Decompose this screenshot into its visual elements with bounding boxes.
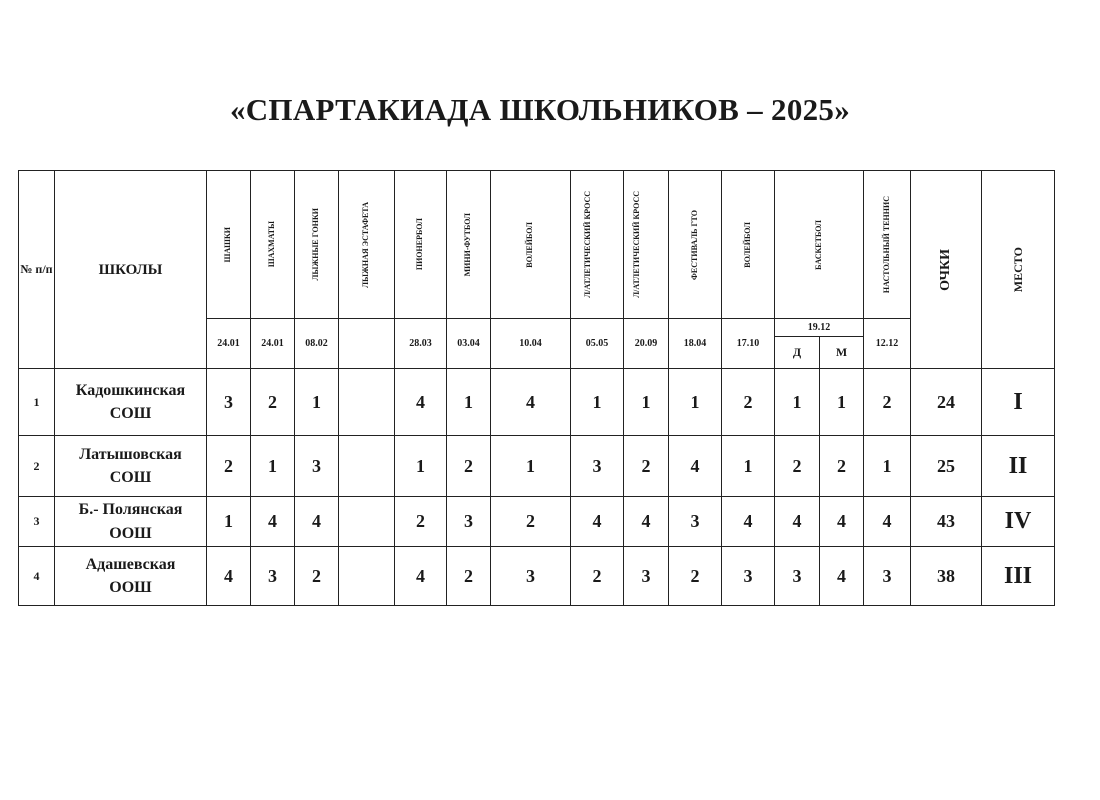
event-label: ШАШКИ: [223, 226, 233, 263]
event-date: 28.03: [395, 319, 447, 369]
score-cell: 2: [295, 547, 339, 606]
score-cell: 4: [820, 497, 864, 547]
score-cell: 3: [624, 547, 669, 606]
score-cell: 4: [207, 547, 251, 606]
points-header-label: ОЧКИ: [938, 248, 953, 291]
place-header: [982, 171, 1055, 369]
score-cell: 4: [722, 497, 775, 547]
score-cell: 2: [447, 436, 491, 497]
schools-header: [55, 171, 207, 369]
score-cell: 1: [447, 369, 491, 436]
score-cell: 2: [571, 547, 624, 606]
table-row: [19, 497, 1055, 547]
event-label: ВОЛЕЙБОЛ: [525, 221, 535, 268]
event-header: [571, 171, 624, 319]
schools-header-label: ШКОЛЫ: [98, 261, 163, 278]
score-cell: [339, 369, 395, 436]
score-cell: 4: [251, 497, 295, 547]
place-cell: II: [982, 436, 1055, 497]
event-label: ПИОНЕРБОЛ: [415, 218, 425, 271]
event-date: 24.01: [251, 319, 295, 369]
row-number: 3: [19, 497, 55, 547]
score-cell: 2: [447, 547, 491, 606]
event-header: [775, 171, 864, 319]
event-date: 03.04: [447, 319, 491, 369]
score-cell: 2: [669, 547, 722, 606]
row-number: 4: [19, 547, 55, 606]
event-label: Л/АТЛЕТИЧЕСКИЙ КРОСС: [583, 191, 592, 298]
event-date: 18.04: [669, 319, 722, 369]
header-row-events: [19, 171, 1055, 319]
score-cell: 3: [864, 547, 911, 606]
event-label: ФЕСТИВАЛЬ ГТО: [689, 209, 699, 280]
score-cell: 3: [447, 497, 491, 547]
score-cell: [339, 547, 395, 606]
school-name-line: Кадошкинская: [75, 381, 186, 399]
school-name: [55, 436, 207, 497]
event-header: [722, 171, 775, 319]
event-header: [395, 171, 447, 319]
place-cell: IV: [982, 497, 1055, 547]
event-date: [339, 319, 395, 369]
score-cell: 1: [491, 436, 571, 497]
event-header: [251, 171, 295, 319]
event-label: ЛЫЖНЫЕ ГОНКИ: [311, 208, 321, 281]
score-cell: 1: [669, 369, 722, 436]
score-cell: 4: [395, 547, 447, 606]
table-row: [19, 547, 1055, 606]
num-header-label: № п/п: [20, 261, 53, 276]
score-cell: 3: [571, 436, 624, 497]
score-cell: 3: [295, 436, 339, 497]
score-cell: 4: [295, 497, 339, 547]
school-type: ООШ: [109, 579, 152, 596]
score-cell: 1: [820, 369, 864, 436]
score-cell: [339, 436, 395, 497]
event-label: НАСТОЛЬНЫЙ ТЕННИС: [881, 195, 891, 294]
score-cell: 3: [251, 547, 295, 606]
place-header-label: МЕСТО: [1010, 246, 1025, 293]
score-cell: 2: [624, 436, 669, 497]
total-points: 24: [911, 369, 982, 436]
page-title: «СПАРТАКИАДА ШКОЛЬНИКОВ – 2025»: [229, 92, 851, 127]
event-date: 10.04: [491, 319, 571, 369]
score-cell: 2: [207, 436, 251, 497]
event-date: 19.12: [775, 319, 864, 337]
row-number: 1: [19, 369, 55, 436]
score-cell: 4: [775, 497, 820, 547]
score-cell: 3: [491, 547, 571, 606]
event-label: БАСКЕТБОЛ: [813, 219, 823, 270]
event-header: [295, 171, 339, 319]
score-cell: 4: [571, 497, 624, 547]
row-number: 2: [19, 436, 55, 497]
school-type: СОШ: [109, 405, 152, 422]
score-cell: 2: [491, 497, 571, 547]
score-cell: 1: [624, 369, 669, 436]
score-cell: 1: [395, 436, 447, 497]
school-name-line: Адашевская: [85, 555, 176, 573]
event-label: ШАХМАТЫ: [267, 221, 277, 268]
score-cell: 4: [669, 436, 722, 497]
event-date: 17.10: [722, 319, 775, 369]
school-name: [55, 547, 207, 606]
num-header: [19, 171, 55, 369]
score-cell: 2: [395, 497, 447, 547]
event-header: [339, 171, 395, 319]
event-header: [491, 171, 571, 319]
event-date: 20.09: [624, 319, 669, 369]
score-cell: 1: [722, 436, 775, 497]
score-cell: 1: [207, 497, 251, 547]
event-label: ЛЫЖНАЯ ЭСТАФЕТА: [361, 201, 371, 288]
score-cell: 1: [295, 369, 339, 436]
event-label: МИНИ-ФУТБОЛ: [463, 212, 473, 277]
place-cell: I: [982, 369, 1055, 436]
score-cell: 4: [624, 497, 669, 547]
points-header: [911, 171, 982, 369]
event-header: [624, 171, 669, 319]
basketball-boys-label: М: [820, 337, 864, 369]
event-header: [669, 171, 722, 319]
school-name-line: Латышовская: [79, 445, 182, 463]
score-cell: 1: [251, 436, 295, 497]
basketball-girls-label: Д: [775, 337, 820, 369]
score-cell: 2: [820, 436, 864, 497]
score-cell: 3: [669, 497, 722, 547]
score-cell: 4: [820, 547, 864, 606]
event-header: [447, 171, 491, 319]
event-date: 12.12: [864, 319, 911, 369]
school-name: [55, 497, 207, 547]
score-cell: 4: [395, 369, 447, 436]
score-cell: 2: [251, 369, 295, 436]
score-cell: [339, 497, 395, 547]
event-date: 24.01: [207, 319, 251, 369]
score-cell: 1: [775, 369, 820, 436]
score-cell: 3: [775, 547, 820, 606]
score-cell: 3: [207, 369, 251, 436]
table-row: [19, 369, 1055, 436]
score-cell: 2: [864, 369, 911, 436]
score-cell: 3: [722, 547, 775, 606]
school-name: [55, 369, 207, 436]
place-cell: III: [982, 547, 1055, 606]
results-table: [18, 170, 1055, 606]
event-date: 08.02: [295, 319, 339, 369]
school-name-line: Б.- Полянская: [78, 501, 183, 519]
score-cell: 2: [775, 436, 820, 497]
event-label: ВОЛЕЙБОЛ: [742, 221, 752, 268]
total-points: 25: [911, 436, 982, 497]
event-label: Л/АТЛЕТИЧЕСКИЙ КРОСС: [632, 191, 641, 298]
school-type: СОШ: [109, 469, 152, 486]
total-points: 43: [911, 497, 982, 547]
score-cell: 4: [491, 369, 571, 436]
score-cell: 2: [722, 369, 775, 436]
score-cell: 1: [571, 369, 624, 436]
event-date: 05.05: [571, 319, 624, 369]
school-type: ООШ: [109, 524, 152, 542]
score-cell: 1: [864, 436, 911, 497]
table-row: [19, 436, 1055, 497]
event-header: [864, 171, 911, 319]
score-cell: 4: [864, 497, 911, 547]
event-header: [207, 171, 251, 319]
total-points: 38: [911, 547, 982, 606]
